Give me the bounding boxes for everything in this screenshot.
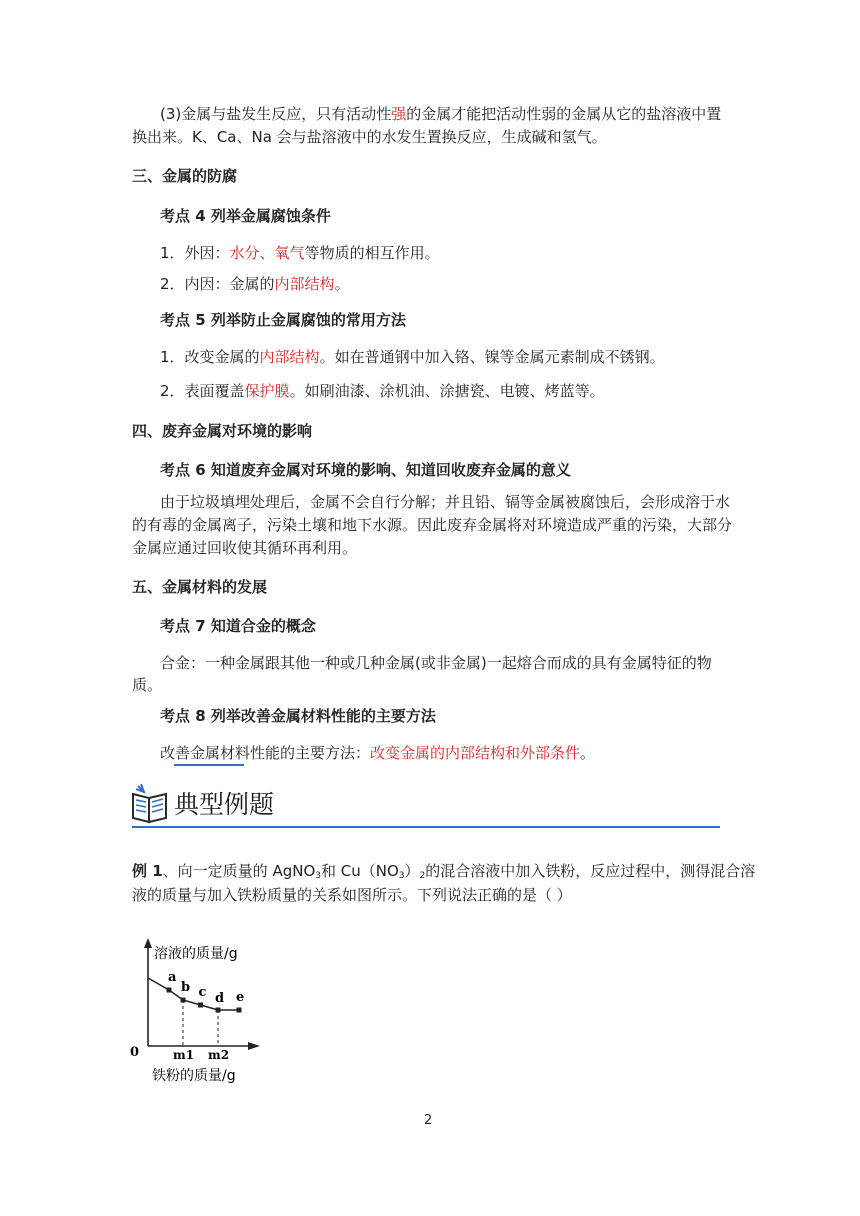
item-internal-cause: 2．内因：金属的内部结构。 (160, 275, 350, 293)
para-waste-line2: 的有毒的金属离子，污染土壤和地下水源。因此废弃金属将对环境造成严重的污染，大部分 (132, 516, 733, 534)
page-number: 2 (424, 1113, 433, 1128)
item-external-cause: 1．外因：水分、氧气等物质的相互作用。 (160, 244, 440, 262)
kaodian-8: 考点 8 列举改善金属材料性能的主要方法 (160, 707, 436, 725)
origin-label: 0 (130, 1045, 140, 1060)
item-change-structure: 1．改变金属的内部结构。如在普通钢中加入铬、镍等金属元素制成不锈钢。 (160, 348, 665, 366)
kaodian-5: 考点 5 列举防止金属腐蚀的常用方法 (160, 311, 406, 329)
section-title-typical-examples: 典型例题 (174, 790, 275, 819)
kaodian-6: 考点 6 知道废弃金属对环境的影响、知道回收废弃金属的意义 (160, 461, 571, 479)
section-title-materials: 五、金属材料的发展 (132, 578, 268, 596)
x-axis-label: 铁粉的质量/g (152, 1068, 236, 1084)
header-accent-bar (174, 764, 244, 766)
x-tick-m2: m2 (208, 1048, 230, 1062)
item-protective-film: 2．表面覆盖保护膜。如刷油漆、涂机油、涂搪瓷、电镀、烤蓝等。 (160, 382, 605, 400)
example-1-line1: 例 1、向一定质量的 AgNO$_3$和 $Cu(NO_3)_2$的混合溶液中加入铁粉，反应过程中，测得混合溶 (132, 862, 756, 881)
para-alloy-line2: 质。 (132, 676, 163, 694)
header-underline (132, 826, 720, 828)
para-waste-line3: 金属应通过回收使其循环再利用。 (132, 539, 358, 557)
kaodian-7: 考点 7 知道合金的概念 (160, 617, 316, 635)
x-tick-m1: m1 (173, 1048, 195, 1062)
data-point-a (167, 988, 172, 993)
point-label-c: c (198, 985, 207, 1000)
para-waste-line1: 由于垃圾填埋处理后，金属不会自行分解；并且铅、镉等金属被腐蚀后，会形成溶于水 (160, 493, 731, 511)
book-icon (130, 782, 170, 826)
solution-mass-chart (128, 928, 288, 1088)
para-metal-salt-line1: (3)金属与盐发生反应，只有活动性强的金属才能把活动性弱的金属从它的盐溶液中置 (160, 105, 722, 123)
point-label-a: a (168, 970, 177, 985)
example-1-line2: 液的质量与加入铁粉质量的关系如图所示。下列说法正确的是（ ） (132, 886, 572, 904)
section-title-waste-metal: 四、废弃金属对环境的影响 (132, 422, 313, 440)
x-axis-arrow (248, 1042, 260, 1050)
section-title-corrosion: 三、金属的防腐 (132, 167, 238, 185)
data-point-e (237, 1008, 242, 1013)
point-label-e: e (236, 990, 245, 1005)
point-label-b: b (181, 980, 191, 995)
kaodian-4: 考点 4 列举金属腐蚀条件 (160, 207, 331, 225)
y-axis-arrow (144, 938, 152, 948)
series-line (148, 978, 239, 1010)
y-axis-label: 溶液的质量/g (154, 946, 238, 962)
data-point-c (198, 1003, 203, 1008)
para-improve-method: 改善金属材料性能的主要方法：改变金属的内部结构和外部条件。 (160, 744, 596, 762)
point-label-d: d (215, 991, 225, 1006)
para-metal-salt-line2: 换出来。K、Ca、Na 会与盐溶液中的水发生置换反应，生成碱和氢气。 (132, 128, 607, 146)
para-alloy-line1: 合金：一种金属跟其他一种或几种金属(或非金属)一起熔合而成的具有金属特征的物 (160, 654, 712, 672)
